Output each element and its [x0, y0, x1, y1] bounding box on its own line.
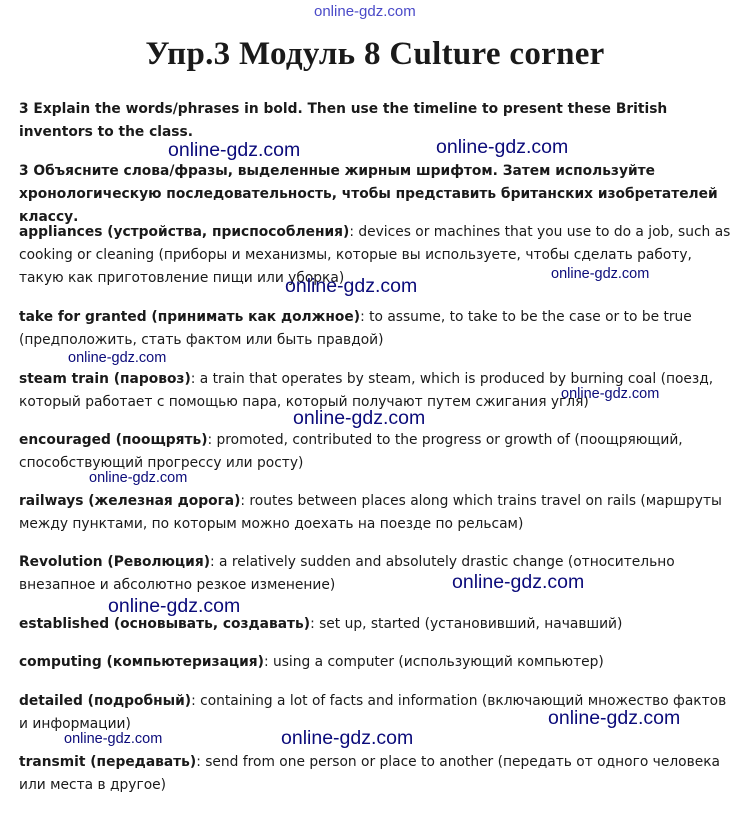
- entry-term: transmit (передавать): [19, 754, 197, 770]
- entry-revolution: [19, 551, 731, 597]
- entry-transmit: [19, 751, 731, 797]
- entry-definition: : using a computer (использующий компьютер): [263, 654, 604, 670]
- watermark: online-gdz.com: [314, 3, 416, 20]
- watermark: online-gdz.com: [64, 731, 163, 747]
- entry-term: established (основывать, создавать): [19, 616, 311, 632]
- entry-term: detailed (подробный): [19, 693, 192, 709]
- entry-definition: : routes between places along which trains travel on rails (маршруты между пунктами, по которым можно доехать на поезде по рельсам): [19, 493, 722, 532]
- watermark: online-gdz.com: [285, 275, 418, 297]
- entry-definition: : a relatively sudden and absolutely drastic change (относительно внезапное и абсолютно резкое изменение): [19, 554, 675, 593]
- page-title: Упр.3 Модуль 8 Culture corner: [145, 36, 605, 72]
- entry-encouraged: [19, 429, 731, 475]
- watermark: online-gdz.com: [452, 571, 585, 593]
- entry-term: encouraged (поощрять): [19, 432, 208, 448]
- entry-railways: [19, 490, 731, 536]
- watermark: online-gdz.com: [436, 136, 569, 158]
- entry-term: take for granted (принимать как должное): [19, 309, 361, 325]
- entry-term: appliances (устройства, приспособления): [19, 224, 350, 240]
- entry-definition: : send from one person or place to another (передать от одного человека или места в другое): [19, 754, 720, 793]
- entry-term: computing (компьютеризация): [19, 654, 264, 670]
- instruction-english: 3 Explain the words/phrases in bold. Then use the timeline to present these British inventors to the class.: [19, 101, 668, 140]
- watermark: online-gdz.com: [168, 139, 301, 161]
- watermark: online-gdz.com: [293, 407, 426, 429]
- entry-term: railways (железная дорога): [19, 493, 241, 509]
- entry-definition: : devices or machines that you use to do a job, such as cooking or cleaning (приборы и механизмы, которые вы используете, чтобы сделать работу, такую как приготовление пищи или уборка): [19, 224, 731, 286]
- entry-take-for-granted: [19, 306, 731, 352]
- entry-term: Revolution (Революция): [19, 554, 210, 570]
- watermark: online-gdz.com: [68, 350, 167, 366]
- entry-definition: : containing a lot of facts and information (включающий множество фактов и информации): [19, 693, 727, 732]
- entry-definition: : a train that operates by steam, which is produced by burning coal (поезд, который работает с помощью пара, который получают путем сжигания угля): [19, 371, 714, 410]
- watermark: online-gdz.com: [548, 707, 681, 729]
- entry-definition: : promoted, contributed to the progress or growth of (поощряющий, способствующий прогрессу или росту): [19, 432, 683, 471]
- entry-definition: : to assume, to take to be the case or to be true (предположить, стать фактом или быть правдой): [19, 309, 692, 348]
- instruction-russian: 3 Объясните слова/фразы, выделенные жирным шрифтом. Затем используйте хронологическую последовательность, чтобы представить британских изобретателей классу.: [19, 163, 718, 225]
- watermark: online-gdz.com: [561, 386, 660, 402]
- watermark: online-gdz.com: [108, 595, 241, 617]
- entry-term: steam train (паровоз): [19, 371, 191, 387]
- watermark: online-gdz.com: [281, 727, 414, 749]
- entry-computing: [19, 651, 731, 674]
- watermark: online-gdz.com: [89, 470, 188, 486]
- watermark: online-gdz.com: [551, 266, 650, 282]
- entry-definition: : set up, started (установивший, начавший): [310, 616, 623, 632]
